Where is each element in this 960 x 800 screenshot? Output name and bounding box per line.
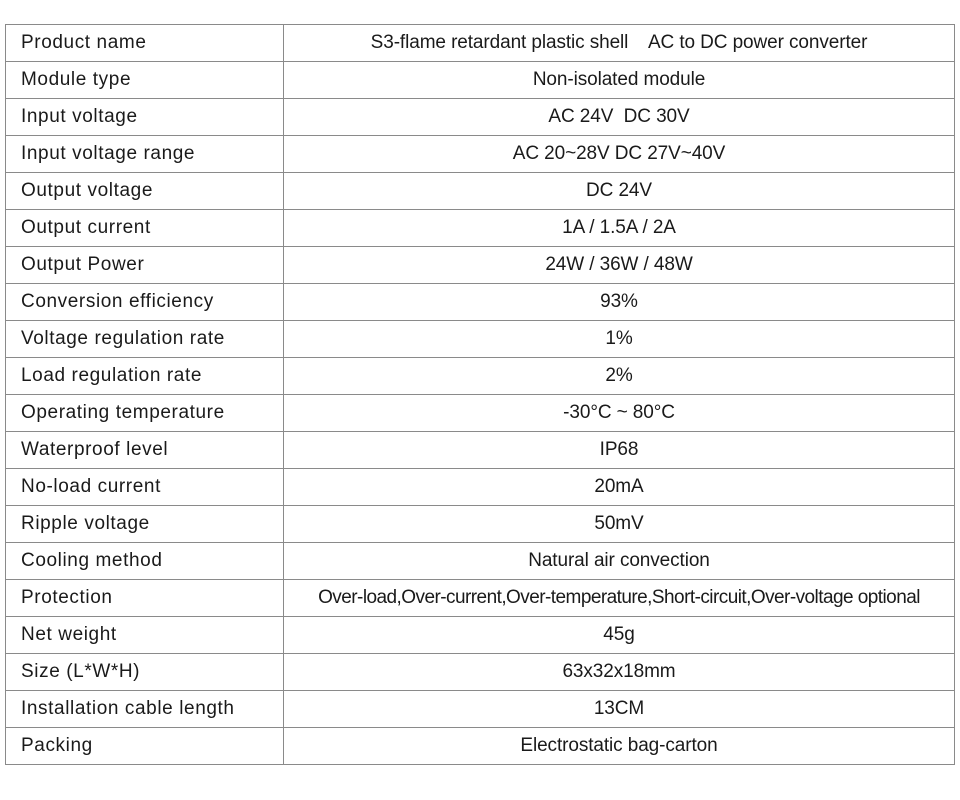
row-value: Electrostatic bag-carton <box>284 728 955 765</box>
row-value: S3-flame retardant plastic shell AC to DC power converter <box>284 25 955 62</box>
table-row <box>6 469 955 506</box>
row-value: 20mA <box>284 469 955 506</box>
row-value: DC 24V <box>284 173 955 210</box>
row-label: Load regulation rate <box>6 358 284 395</box>
table-row <box>6 136 955 173</box>
row-value: 50mV <box>284 506 955 543</box>
row-label: Input voltage range <box>6 136 284 173</box>
row-label: Net weight <box>6 617 284 654</box>
row-value: -30°C ~ 80°C <box>284 395 955 432</box>
row-label: Product name <box>6 25 284 62</box>
row-value: Over-load,Over-current,Over-temperature,Short-circuit,Over-voltage optional <box>284 580 955 617</box>
table-row <box>6 247 955 284</box>
row-value: Non-isolated module <box>284 62 955 99</box>
row-value: 2% <box>284 358 955 395</box>
row-label: Input voltage <box>6 99 284 136</box>
table-row <box>6 654 955 691</box>
row-label: Ripple voltage <box>6 506 284 543</box>
row-value: Natural air convection <box>284 543 955 580</box>
table-row <box>6 395 955 432</box>
row-label: Packing <box>6 728 284 765</box>
table-row <box>6 25 955 62</box>
row-value: AC 20~28V DC 27V~40V <box>284 136 955 173</box>
table-row <box>6 728 955 765</box>
row-label: Voltage regulation rate <box>6 321 284 358</box>
table-row <box>6 173 955 210</box>
row-label: Conversion efficiency <box>6 284 284 321</box>
row-value: 1A / 1.5A / 2A <box>284 210 955 247</box>
row-value: 1% <box>284 321 955 358</box>
table-row <box>6 691 955 728</box>
table-row <box>6 432 955 469</box>
row-value: 63x32x18mm <box>284 654 955 691</box>
table-row <box>6 543 955 580</box>
row-value: 13CM <box>284 691 955 728</box>
row-label: Module type <box>6 62 284 99</box>
row-value: IP68 <box>284 432 955 469</box>
row-value: 45g <box>284 617 955 654</box>
row-value: AC 24V DC 30V <box>284 99 955 136</box>
row-label: No-load current <box>6 469 284 506</box>
table-row <box>6 358 955 395</box>
row-label: Output Power <box>6 247 284 284</box>
row-label: Installation cable length <box>6 691 284 728</box>
row-label: Size (L*W*H) <box>6 654 284 691</box>
table-row <box>6 321 955 358</box>
spec-table-body <box>6 25 955 765</box>
table-row <box>6 580 955 617</box>
row-label: Waterproof level <box>6 432 284 469</box>
row-label: Output voltage <box>6 173 284 210</box>
table-row <box>6 506 955 543</box>
spec-table <box>5 24 955 765</box>
table-row <box>6 62 955 99</box>
table-row <box>6 99 955 136</box>
row-label: Operating temperature <box>6 395 284 432</box>
row-label: Output current <box>6 210 284 247</box>
table-row <box>6 210 955 247</box>
table-row <box>6 617 955 654</box>
row-value: 24W / 36W / 48W <box>284 247 955 284</box>
row-label: Protection <box>6 580 284 617</box>
row-label: Cooling method <box>6 543 284 580</box>
row-value: 93% <box>284 284 955 321</box>
table-row <box>6 284 955 321</box>
